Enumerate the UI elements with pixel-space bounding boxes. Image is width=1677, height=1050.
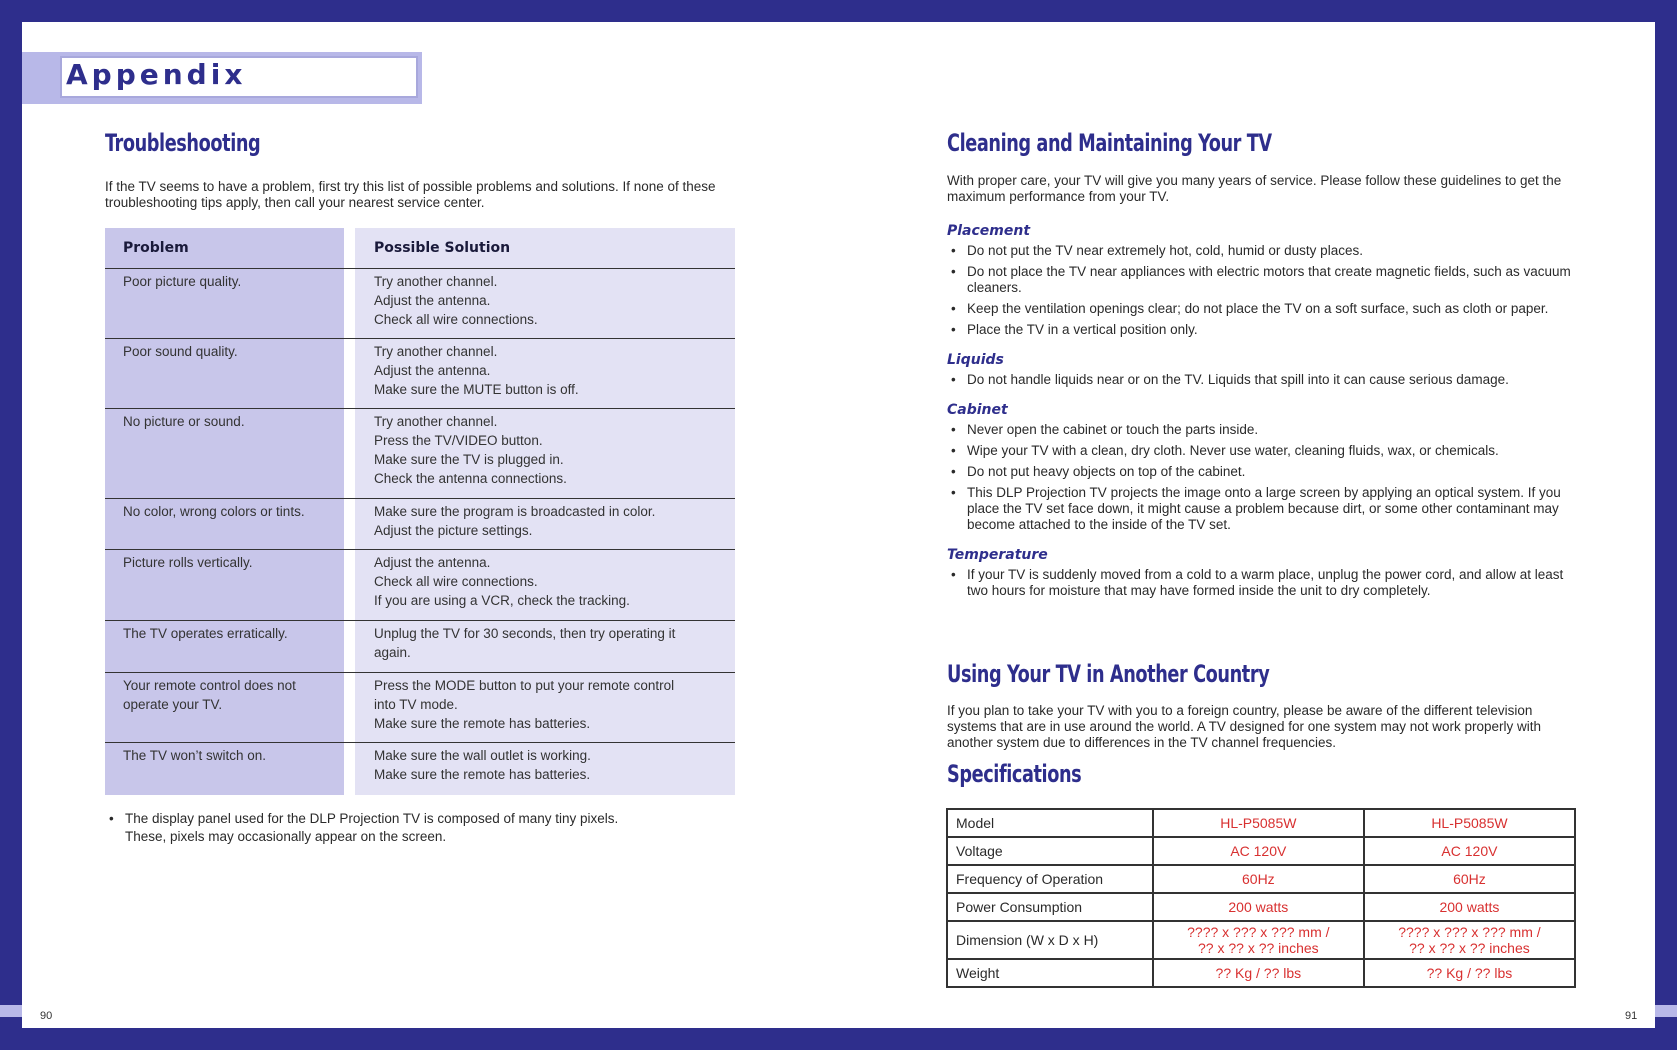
solution-line: again. [374,645,411,660]
problem-cell: The TV operates erratically. [123,626,288,641]
table-row [105,620,735,621]
spec-row [947,809,1575,837]
table-row [105,498,735,499]
solution-line: Try another channel. [374,274,498,289]
troubleshooting-title: Troubleshooting [105,129,261,157]
problem-cell: Poor sound quality. [123,344,238,359]
list-item: • Do not handle liquids near or on the TV. Liquids that spill into it can cause serious damage. [947,372,1572,388]
solution-line: Make sure the TV is plugged in. [374,452,564,467]
another-country-text: If you plan to take your TV with you to a foreign country, please be aware of the different television systems that are in use around the world. A TV designed for one system may not work properly with another system due to differences in the TV channel frequencies. [947,703,1542,750]
pixel-note [105,810,725,851]
solution-line: Try another channel. [374,414,498,429]
list-item: • Never open the cabinet or touch the parts inside. [947,422,1572,438]
spec-value: ?? Kg / ?? lbs [1153,959,1364,987]
problem-cell: The TV won’t switch on. [123,748,267,763]
solution-line: If you are using a VCR, check the tracking. [374,593,630,608]
table-row [105,338,735,339]
spec-row [947,921,1575,959]
spec-label: Weight [947,959,1153,987]
solution-line: Try another channel. [374,344,498,359]
page-number-left: 90 [40,1010,53,1022]
pixel-note-text: • The display panel used for the DLP Projection TV is composed of many tiny pixels. These, pixels may occasionally appear on the screen. [105,810,725,846]
list-item: • Do not put the TV near extremely hot, cold, humid or dusty places. [947,243,1572,259]
solution-line: Make sure the remote has batteries. [374,767,591,782]
cleaning-list [947,243,1572,338]
cleaning-subhead: Placement [947,223,1031,239]
solution-line: Check all wire connections. [374,574,538,589]
spec-row [947,893,1575,921]
cleaning-list [947,567,1572,599]
spec-value: HL-P5085W [1153,809,1364,837]
cleaning-subhead: Temperature [947,547,1048,563]
solution-line: Adjust the antenna. [374,363,491,378]
list-item: • Do not place the TV near appliances with electric motors that create magnetic fields, such as vacuum cleaners. [947,264,1572,296]
spec-value: ???? x ??? x ??? mm / ?? x ?? x ?? inches [1364,921,1575,959]
table-row [105,268,735,269]
problem-cell: No color, wrong colors or tints. [123,504,305,519]
problem-cell: Picture rolls vertically. [123,555,253,570]
spec-value: AC 120V [1364,837,1575,865]
spec-value: 60Hz [1153,865,1364,893]
solution-header: Possible Solution [374,240,511,256]
table-row [105,742,735,743]
spec-value: HL-P5085W [1364,809,1575,837]
spec-value: ?? Kg / ?? lbs [1364,959,1575,987]
solution-line: Adjust the antenna. [374,555,491,570]
table-row [105,672,735,673]
spec-row [947,865,1575,893]
table-row [105,408,735,409]
spec-value: 200 watts [1153,893,1364,921]
appendix-title: Appendix [66,58,247,91]
solution-line: Check all wire connections. [374,312,538,327]
list-item: • Wipe your TV with a clean, dry cloth. Never use water, cleaning fluids, wax, or chemicals. [947,443,1572,459]
solution-line: Make sure the remote has batteries. [374,716,591,731]
solution-line: Make sure the MUTE button is off. [374,382,579,397]
specifications-table [946,808,1576,988]
spec-label: Dimension (W x D x H) [947,921,1153,959]
list-item: • Keep the ventilation openings clear; do not place the TV on a soft surface, such as cloth or paper. [947,301,1572,317]
spec-row [947,837,1575,865]
solution-line: Adjust the antenna. [374,293,491,308]
solution-line: Press the TV/VIDEO button. [374,433,543,448]
solution-line: Make sure the wall outlet is working. [374,748,591,763]
solution-line: Unplug the TV for 30 seconds, then try operating it [374,626,676,641]
problem-header: Problem [123,240,189,256]
cleaning-sections [947,223,1572,604]
right-edge-tab [1655,1005,1677,1017]
problem-cell: Your remote control does not operate your TV. [123,678,296,712]
cleaning-list [947,372,1572,388]
spec-label: Power Consumption [947,893,1153,921]
table-row [105,549,735,550]
list-item: • Do not put heavy objects on top of the cabinet. [947,464,1572,480]
cleaning-subhead: Cabinet [947,402,1008,418]
troubleshooting-intro: If the TV seems to have a problem, first try this list of possible problems and solutions. If none of these troubleshooting tips apply, then call your nearest service center. [105,179,716,210]
solution-line: Adjust the picture settings. [374,523,533,538]
solution-line: Press the MODE button to put your remote control [374,678,675,693]
cleaning-intro: With proper care, your TV will give you many years of service. Please follow these guidelines to get the maximum performance from your TV. [947,173,1562,204]
solution-line: into TV mode. [374,697,458,712]
spec-value: ???? x ??? x ??? mm / ?? x ?? x ?? inches [1153,921,1364,959]
cleaning-subhead: Liquids [947,352,1004,368]
spec-label: Frequency of Operation [947,865,1153,893]
list-item: • Place the TV in a vertical position only. [947,322,1572,338]
page-number-right: 91 [1625,1010,1638,1022]
list-item: • If your TV is suddenly moved from a cold to a warm place, unplug the power cord, and allow at least two hours for moisture that may have formed inside the unit to dry completely. [947,567,1572,599]
list-item: • This DLP Projection TV projects the image onto a large screen by applying an optical system. If you place the TV set face down, it might cause a problem because dirt, or some other contaminant may become attached to the inside of the TV set. [947,485,1572,533]
solution-line: Check the antenna connections. [374,471,567,486]
problem-cell: Poor picture quality. [123,274,242,289]
left-edge-tab [0,1005,22,1017]
solution-line: Make sure the program is broadcasted in color. [374,504,656,519]
problem-cell: No picture or sound. [123,414,245,429]
specifications-title: Specifications [947,760,1082,788]
cleaning-list [947,422,1572,533]
spec-row [947,959,1575,987]
cleaning-title: Cleaning and Maintaining Your TV [947,129,1272,157]
spec-label: Model [947,809,1153,837]
spec-value: AC 120V [1153,837,1364,865]
another-country-title: Using Your TV in Another Country [947,660,1270,688]
spec-label: Voltage [947,837,1153,865]
header-box [60,56,418,98]
spec-value: 60Hz [1364,865,1575,893]
spec-value: 200 watts [1364,893,1575,921]
